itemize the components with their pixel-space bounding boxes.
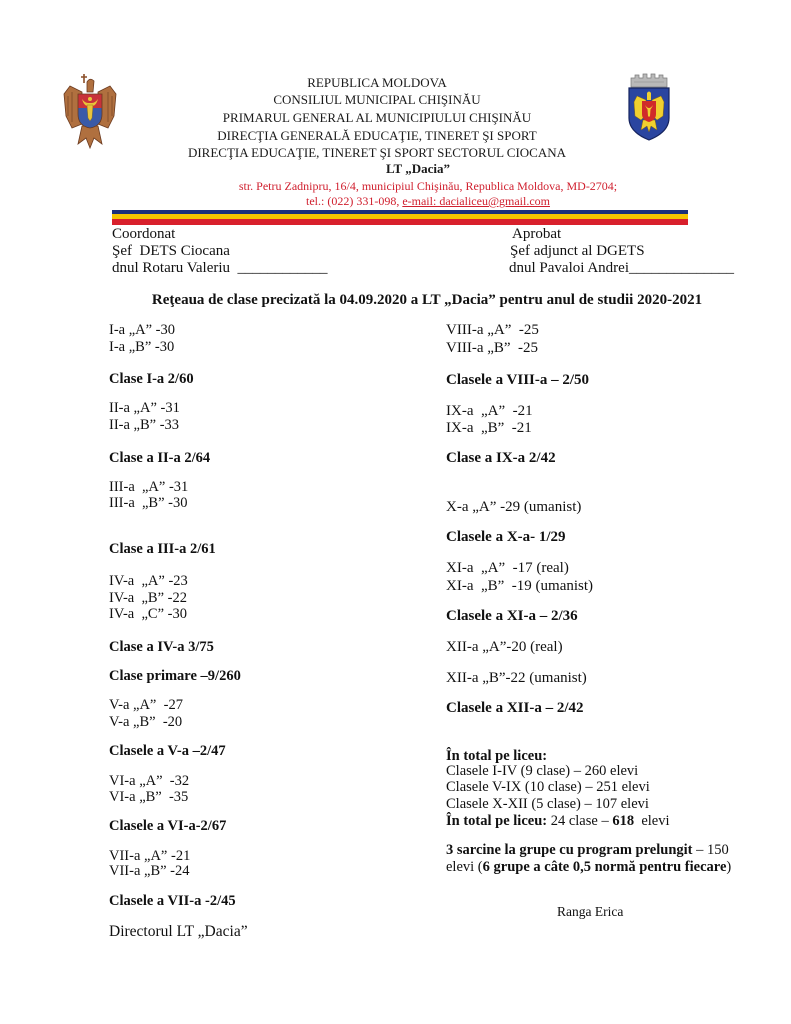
grade-summary: Clase a III-a 2/61	[109, 541, 216, 557]
class-row: XII-a „B”-22 (umanist)	[446, 670, 587, 686]
approver-name-signature: dnul Pavaloi Andrei______________	[509, 260, 734, 276]
class-row: I-a „A” -30	[109, 322, 176, 338]
grade-summary: Clase I-a 2/60	[109, 371, 194, 387]
class-row: VIII-a „A” -25	[446, 322, 539, 338]
grade-summary: Clasele a X-a- 1/29	[446, 529, 566, 545]
class-row: IX-a „A” -21	[446, 403, 533, 419]
approval-label: Aprobat	[512, 226, 562, 242]
grade-summary: Clasele a XI-a – 2/36	[446, 608, 578, 624]
school-address: str. Petru Zadnipru, 16/4, municipiul Chişinău, Republica Moldova, MD-2704;	[238, 179, 618, 193]
class-row: I-a „B” -30	[109, 339, 175, 355]
grade-summary: Clase a IV-a 3/75	[109, 639, 214, 655]
totals-line: Clasele V-IX (10 clase) – 251 elevi	[446, 779, 650, 795]
class-row: II-a „A” -31	[109, 400, 180, 416]
director-title: Directorul LT „Dacia”	[109, 923, 248, 940]
extended-program-count: – 150	[692, 842, 729, 858]
class-row: III-a „A” -31	[109, 479, 189, 495]
coordinator-name-signature: dnul Rotaru Valeriu ____________	[112, 260, 328, 276]
class-row: II-a „B” -33	[109, 417, 180, 433]
primary-summary: Clase primare –9/260	[109, 668, 241, 684]
grade-summary: Clasele a VII-a -2/45	[109, 893, 236, 909]
class-row: V-a „A” -27	[109, 697, 183, 713]
class-row: XI-a „A” -17 (real)	[446, 560, 569, 576]
flag-stripe-red	[112, 219, 688, 225]
class-row: IV-a „B” -22	[109, 590, 187, 606]
grand-total-unit: elevi	[634, 813, 670, 829]
class-row: III-a „B” -30	[109, 495, 188, 511]
class-row: IV-a „C” -30	[109, 606, 187, 622]
class-row: XI-a „B” -19 (umanist)	[446, 578, 594, 594]
class-row: V-a „B” -20	[109, 714, 183, 730]
phone-number: tel.: (022) 331-098,	[306, 194, 403, 208]
header-country: REPUBLICA MOLDOVA	[307, 75, 447, 90]
grand-total-classes: 24 clase –	[547, 813, 613, 829]
class-row: VI-a „A” -32	[109, 773, 190, 789]
header-general-directorate: DIRECŢIA GENERALĂ EDUCAŢIE, TINERET ŞI SPORT	[217, 128, 537, 143]
class-row: X-a „A” -29 (umanist)	[446, 499, 582, 515]
approver-role: Şef adjunct al DGETS	[510, 243, 645, 259]
class-row: VIII-a „B” -25	[446, 340, 539, 356]
header-mayor-office: PRIMARUL GENERAL AL MUNICIPIULUI CHIŞINĂU	[222, 110, 532, 125]
coordination-label: Coordonat	[112, 226, 176, 242]
signatory-name: Ranga Erica	[557, 904, 624, 919]
class-row: XII-a „A”-20 (real)	[446, 639, 563, 655]
class-row: VII-a „B” -24	[109, 863, 190, 879]
grade-summary: Clasele a V-a –2/47	[109, 743, 226, 759]
class-row: IX-a „B” -21	[446, 420, 532, 436]
grade-summary: Clasele a XII-a – 2/42	[446, 700, 584, 716]
school-contact	[128, 194, 728, 209]
document-title: Reţeaua de clase precizată la 04.09.2020 a LT „Dacia” pentru anul de studii 2020-2021	[151, 292, 703, 308]
extended-program-unit: elevi (	[446, 859, 483, 875]
header-sector-directorate: DIRECŢIA EDUCAŢIE, TINERET ŞI SPORT SECTORUL CIOCANA	[187, 145, 567, 160]
totals-line: Clasele I-IV (9 clase) – 260 elevi	[446, 763, 639, 779]
extended-program-close: )	[726, 859, 732, 875]
extended-program-tasks: 3 sarcine la grupe cu program prelungit	[446, 842, 693, 858]
grade-summary: Clasele a VI-a-2/67	[109, 818, 227, 834]
class-row: IV-a „A” -23	[109, 573, 188, 589]
extended-program-line-1	[446, 842, 729, 859]
totals-line: Clasele X-XII (5 clase) – 107 elevi	[446, 796, 649, 812]
tricolor-divider	[112, 210, 688, 225]
coordinator-role: Şef DETS Ciocana	[112, 243, 230, 259]
grade-summary: Clase a II-a 2/64	[109, 450, 211, 466]
class-row: VI-a „B” -35	[109, 789, 189, 805]
email-link[interactable]: e-mail: dacialiceu@gmail.com	[402, 194, 550, 208]
extended-program-line-2	[446, 859, 731, 876]
header-municipal-council: CONSILIUL MUNICIPAL CHIŞINĂU	[273, 92, 481, 107]
grade-summary: Clase a IX-a 2/42	[446, 450, 556, 466]
school-name: LT „Dacia”	[386, 161, 450, 176]
totals-heading: În total pe liceu:	[446, 748, 548, 764]
extended-program-groups: 6 grupe a câte 0,5 normă pentru fiecare	[482, 859, 727, 875]
grade-summary: Clasele a VIII-a – 2/50	[446, 372, 590, 388]
class-row: VII-a „A” -21	[109, 848, 191, 864]
grand-total-students: 618	[612, 813, 635, 829]
grand-total	[446, 813, 670, 830]
grand-total-label: În total pe liceu:	[446, 813, 548, 829]
